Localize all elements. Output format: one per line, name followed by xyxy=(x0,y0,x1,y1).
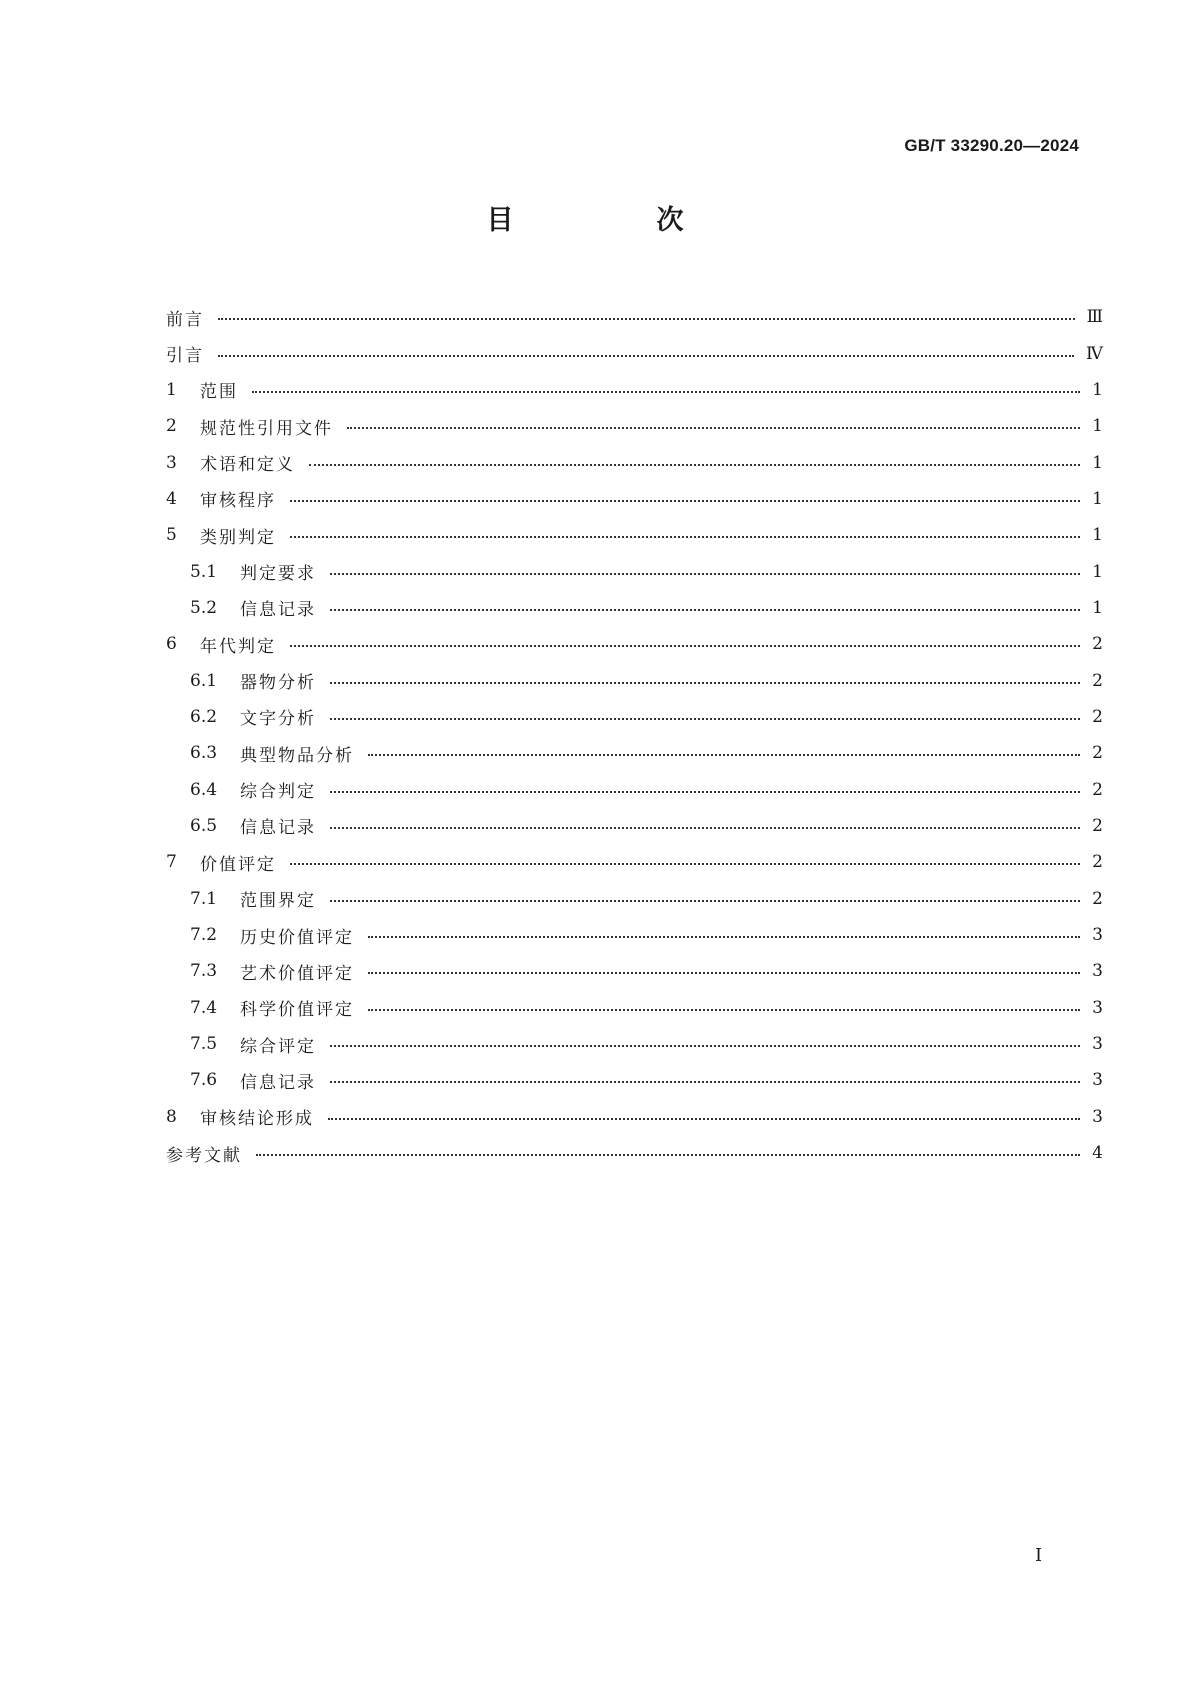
toc-entry-label: 综合判定 xyxy=(240,782,316,803)
toc-entry[interactable] xyxy=(166,626,1103,662)
toc-entry-page: 3 xyxy=(1092,1034,1103,1055)
toc-dot-leader xyxy=(290,500,1080,502)
toc-entry-number: 8 xyxy=(166,1106,177,1127)
toc-entry-page: 2 xyxy=(1092,888,1103,909)
toc-dot-leader xyxy=(368,936,1080,938)
toc-entry-label: 文字分析 xyxy=(240,709,316,730)
toc-entry-page: 1 xyxy=(1092,597,1103,618)
toc-dot-leader xyxy=(328,1118,1080,1120)
toc-entry-label: 器物分析 xyxy=(240,673,316,694)
toc-entry[interactable] xyxy=(166,844,1103,880)
toc-dot-leader xyxy=(330,827,1080,829)
toc-entry[interactable] xyxy=(166,1026,1103,1062)
toc-entry-number: 7.5 xyxy=(190,1034,218,1055)
toc-entry-page: 3 xyxy=(1092,1070,1103,1091)
toc-entry-number: 5.1 xyxy=(190,561,218,582)
toc-dot-leader xyxy=(290,536,1080,538)
toc-entry-label: 艺术价值评定 xyxy=(240,963,354,984)
toc-entry-page: 3 xyxy=(1092,961,1103,982)
toc-entry-page: 1 xyxy=(1092,525,1103,546)
toc-entry-number: 5 xyxy=(166,525,177,546)
toc-dot-leader xyxy=(330,573,1080,575)
toc-dot-leader xyxy=(330,791,1080,793)
toc-entry[interactable] xyxy=(166,444,1103,480)
toc-dot-leader xyxy=(330,900,1080,902)
toc-dot-leader xyxy=(368,754,1080,756)
toc-dot-leader xyxy=(218,318,1075,320)
toc-entry-page: 2 xyxy=(1092,670,1103,691)
toc-entry-page: 3 xyxy=(1092,997,1103,1018)
toc-entry[interactable] xyxy=(166,299,1103,335)
toc-dot-leader xyxy=(330,1045,1080,1047)
toc-entry-number: 6.1 xyxy=(190,670,218,691)
toc-entry-page: 2 xyxy=(1092,815,1103,836)
toc-entry-label: 信息记录 xyxy=(240,1072,316,1093)
toc-entry-label: 参考文献 xyxy=(166,1145,242,1166)
toc-entry-label: 审核程序 xyxy=(200,491,276,512)
toc-entry-label: 科学价值评定 xyxy=(240,1000,354,1021)
toc-entry-number: 7.1 xyxy=(190,888,218,909)
toc-dot-leader xyxy=(368,972,1080,974)
toc-entry-number: 6.3 xyxy=(190,743,218,764)
toc-dot-leader xyxy=(330,682,1080,684)
toc-entry[interactable] xyxy=(166,335,1103,371)
toc-entry-number: 1 xyxy=(166,379,177,400)
toc-entry-page: 2 xyxy=(1092,779,1103,800)
toc-entry[interactable] xyxy=(166,372,1103,408)
toc-dot-leader xyxy=(252,391,1080,393)
toc-entry-page: 2 xyxy=(1092,706,1103,727)
toc-entry-number: 5.2 xyxy=(190,597,218,618)
toc-entry-number: 6.2 xyxy=(190,706,218,727)
toc-entry-label: 规范性引用文件 xyxy=(200,418,333,439)
toc-dot-leader xyxy=(368,1009,1080,1011)
toc-entry[interactable] xyxy=(166,1135,1103,1171)
toc-entry[interactable] xyxy=(166,735,1103,771)
toc-dot-leader xyxy=(256,1154,1080,1156)
toc-entry-number: 4 xyxy=(166,488,177,509)
toc-entry-label: 范围 xyxy=(200,382,238,403)
toc-entry[interactable] xyxy=(166,771,1103,807)
toc-dot-leader xyxy=(330,718,1080,720)
toc-entry-number: 7.3 xyxy=(190,961,218,982)
toc-entry-label: 审核结论形成 xyxy=(200,1109,314,1130)
toc-entry-label: 类别判定 xyxy=(200,527,276,548)
toc-entry-page: 4 xyxy=(1092,1143,1103,1164)
toc-entry-number: 6.5 xyxy=(190,815,218,836)
toc-entry-number: 7 xyxy=(166,852,177,873)
toc-entry[interactable] xyxy=(166,517,1103,553)
toc-entry-label: 历史价值评定 xyxy=(240,927,354,948)
toc-entry[interactable] xyxy=(166,408,1103,444)
toc-dot-leader xyxy=(290,645,1080,647)
toc-entry[interactable] xyxy=(166,1099,1103,1135)
toc-entry-label: 信息记录 xyxy=(240,600,316,621)
toc-entry-label: 术语和定义 xyxy=(200,455,295,476)
toc-dot-leader xyxy=(330,1081,1080,1083)
toc-entry-label: 引言 xyxy=(166,346,204,367)
toc-entry-number: 6 xyxy=(166,634,177,655)
toc-entry-page: Ⅲ xyxy=(1086,307,1103,328)
toc-entry-page: 1 xyxy=(1092,379,1103,400)
toc-entry-number: 3 xyxy=(166,452,177,473)
toc-entry-number: 2 xyxy=(166,416,177,437)
toc-entry-label: 价值评定 xyxy=(200,854,276,875)
toc-entry-number: 7.2 xyxy=(190,925,218,946)
toc-entry-page: Ⅳ xyxy=(1086,343,1103,364)
toc-dot-leader xyxy=(290,863,1080,865)
toc-entry[interactable] xyxy=(166,1062,1103,1098)
toc-entry-page: 2 xyxy=(1092,743,1103,764)
toc-entry[interactable] xyxy=(166,953,1103,989)
toc-entry[interactable] xyxy=(166,699,1103,735)
toc-entry[interactable] xyxy=(166,590,1103,626)
toc-entry-page: 2 xyxy=(1092,852,1103,873)
toc-entry-page: 1 xyxy=(1092,561,1103,582)
toc-entry[interactable] xyxy=(166,481,1103,517)
toc-title: 目 次 xyxy=(486,205,742,236)
toc-entry-page: 1 xyxy=(1092,452,1103,473)
toc-entry[interactable] xyxy=(166,662,1103,698)
toc-entry-label: 范围界定 xyxy=(240,891,316,912)
toc-entry-page: 3 xyxy=(1092,1106,1103,1127)
toc-entry-label: 综合评定 xyxy=(240,1036,316,1057)
toc-entry[interactable] xyxy=(166,808,1103,844)
toc-entry[interactable] xyxy=(166,990,1103,1026)
toc-entry-page: 1 xyxy=(1092,416,1103,437)
standard-code: GB/T 33290.20—2024 xyxy=(904,136,1079,155)
toc-entry[interactable] xyxy=(166,881,1103,917)
toc-dot-leader xyxy=(347,427,1080,429)
toc-entry-number: 6.4 xyxy=(190,779,218,800)
toc-entry-label: 年代判定 xyxy=(200,636,276,657)
toc-dot-leader xyxy=(309,464,1080,466)
toc-entry-number: 7.4 xyxy=(190,997,218,1018)
toc-entry-page: 1 xyxy=(1092,488,1103,509)
toc-entry-label: 判定要求 xyxy=(240,564,316,585)
page-number: Ⅰ xyxy=(1035,1545,1043,1566)
toc-dot-leader xyxy=(218,355,1074,357)
toc-dot-leader xyxy=(330,609,1080,611)
toc-entry-page: 3 xyxy=(1092,925,1103,946)
table-of-contents xyxy=(166,299,1103,1171)
toc-entry-label: 典型物品分析 xyxy=(240,745,354,766)
toc-entry-number: 7.6 xyxy=(190,1070,218,1091)
toc-entry[interactable] xyxy=(166,553,1103,589)
toc-entry-label: 信息记录 xyxy=(240,818,316,839)
toc-entry-label: 前言 xyxy=(166,309,204,330)
toc-entry[interactable] xyxy=(166,917,1103,953)
toc-entry-page: 2 xyxy=(1092,634,1103,655)
